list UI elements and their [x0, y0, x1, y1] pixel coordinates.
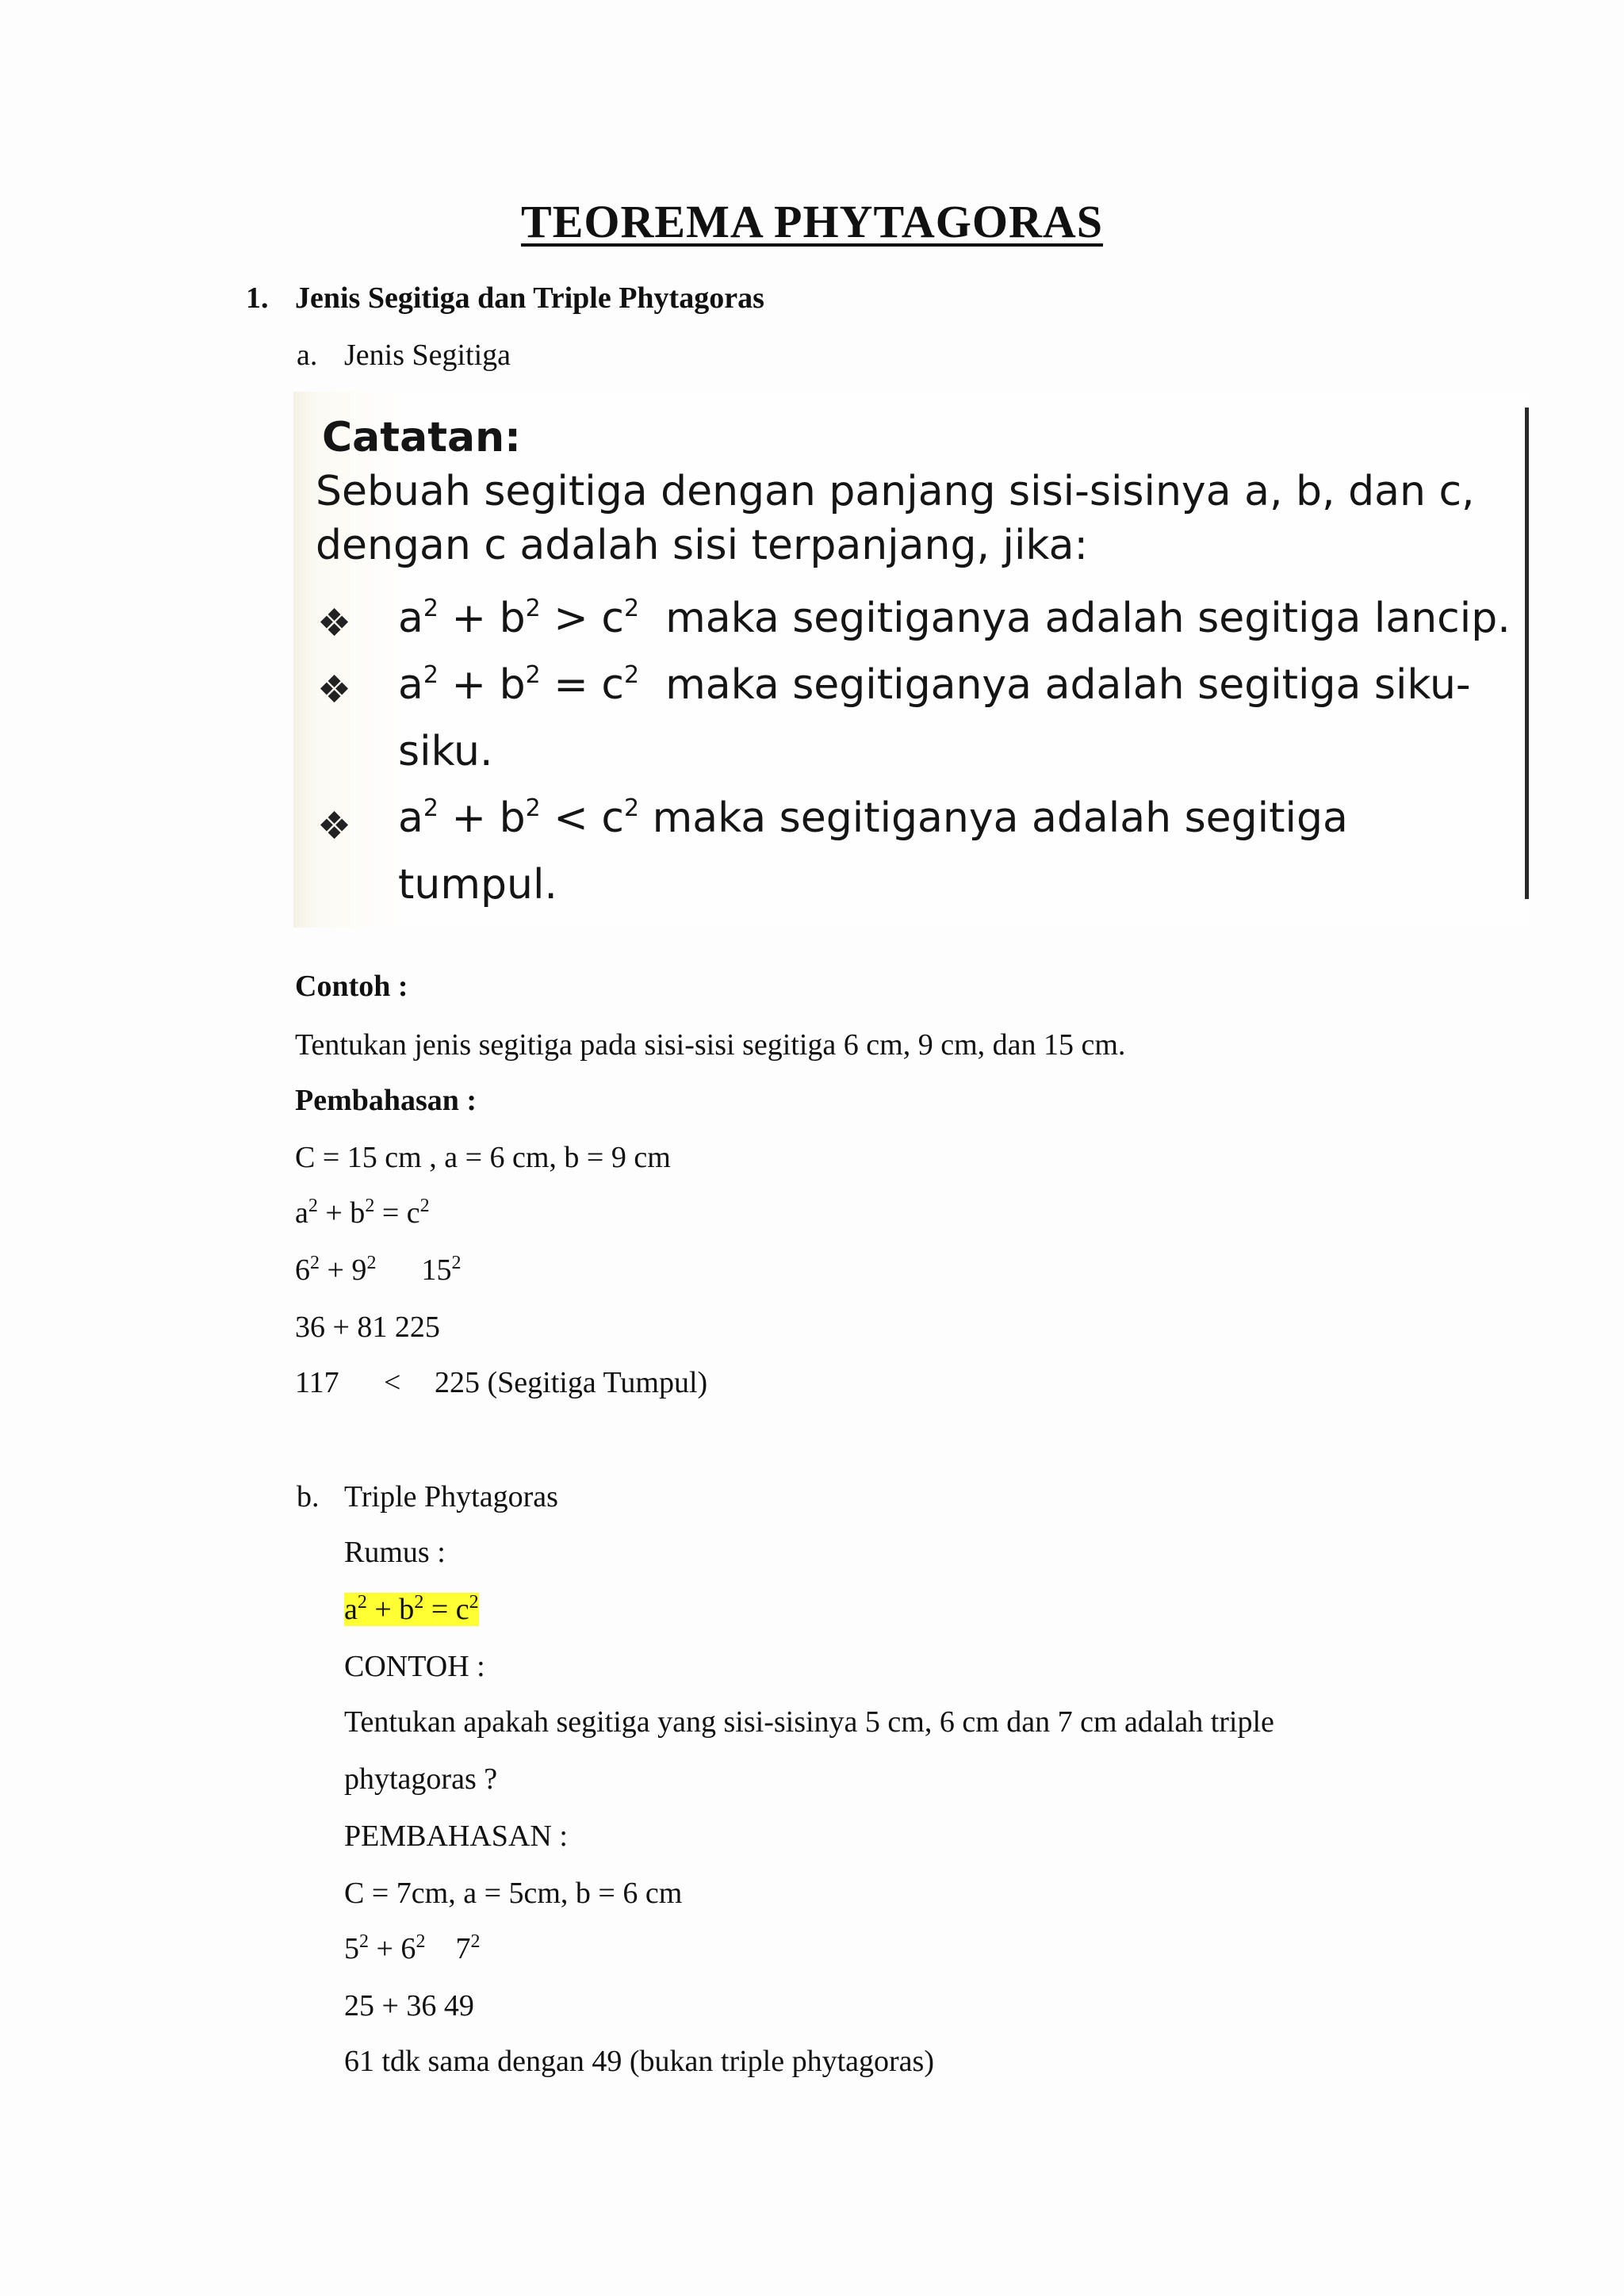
example-2-line-4: 61 tdk sama dengan 49 (bukan triple phytagoras) [344, 2045, 934, 2078]
rumus-label: Rumus : [344, 1536, 446, 1569]
example-2-question-2: phytagoras ? [344, 1762, 498, 1796]
rumus-formula: $a^2 + b^2 = c^2$ [344, 1592, 479, 1626]
example-1-line-5-a: 117 [295, 1366, 339, 1399]
note-bullet-3: $a^2 + b^2 < c^2$ maka segitiganya adalah segitiga [398, 794, 1348, 842]
diamond-bullet-icon: ❖ [317, 804, 352, 848]
example-1-line-4: 36 + 81 225 [295, 1311, 440, 1344]
note-heading: Catatan: [322, 414, 521, 461]
note-bullet-2-cont: siku. [398, 728, 493, 775]
sub-b-title: Triple Phytagoras [344, 1480, 558, 1513]
example-1-line-3: $6^2 + 9^2$ $15^2$ [295, 1253, 462, 1287]
note-line-2: dengan c adalah sisi terpanjang, jika: [316, 522, 1088, 569]
note-bullet-1: $a^2 + b^2 > c^2$ maka segitiganya adalah segitiga lancip. [398, 595, 1511, 642]
sub-a-letter: a. [297, 339, 318, 372]
example-2-line-3: 25 + 36 49 [344, 1989, 474, 2022]
example-1-question: Tentukan jenis segitiga pada sisi-sisi segitiga 6 cm, 9 cm, dan 15 cm. [295, 1028, 1126, 1062]
section-1-number: 1. [246, 281, 269, 315]
sub-b-letter: b. [297, 1480, 320, 1513]
example-1-solution-label: Pembahasan : [295, 1084, 477, 1117]
example-1-line-5-c: 225 (Segitiga Tumpul) [435, 1366, 708, 1399]
diamond-bullet-icon: ❖ [317, 601, 352, 645]
note-image [293, 392, 1529, 928]
example-1-formula: $a^2 + b^2 = c^2$ [295, 1196, 430, 1230]
page-title: TEOREMA PHYTAGORAS [521, 196, 1103, 247]
example-2-line-2: $5^2 + 6^2$ $7^2$ [344, 1931, 481, 1965]
note-bullet-3-cont: tumpul. [398, 861, 557, 909]
example-2-solution-label: PEMBAHASAN : [344, 1820, 568, 1853]
example-2-question-1: Tentukan apakah segitiga yang sisi-sisinya 5 cm, 6 cm dan 7 cm adalah triple [344, 1705, 1274, 1739]
example-2-line-1: C = 7cm, a = 5cm, b = 6 cm [344, 1877, 683, 1910]
example-1-line-5-b: < [384, 1366, 401, 1399]
example-1-label: Contoh : [295, 970, 408, 1003]
section-1-title: Jenis Segitiga dan Triple Phytagoras [295, 281, 764, 315]
sub-a-title: Jenis Segitiga [344, 339, 511, 372]
note-bullet-2: $a^2 + b^2 = c^2$ maka segitiganya adalah segitiga siku- [398, 661, 1471, 709]
note-line-1: Sebuah segitiga dengan panjang sisi-sisinya a, b, dan c, [316, 468, 1475, 515]
example-2-label: CONTOH : [344, 1650, 485, 1683]
example-1-line-1: C = 15 cm , a = 6 cm, b = 9 cm [295, 1141, 671, 1174]
diamond-bullet-icon: ❖ [317, 668, 352, 712]
